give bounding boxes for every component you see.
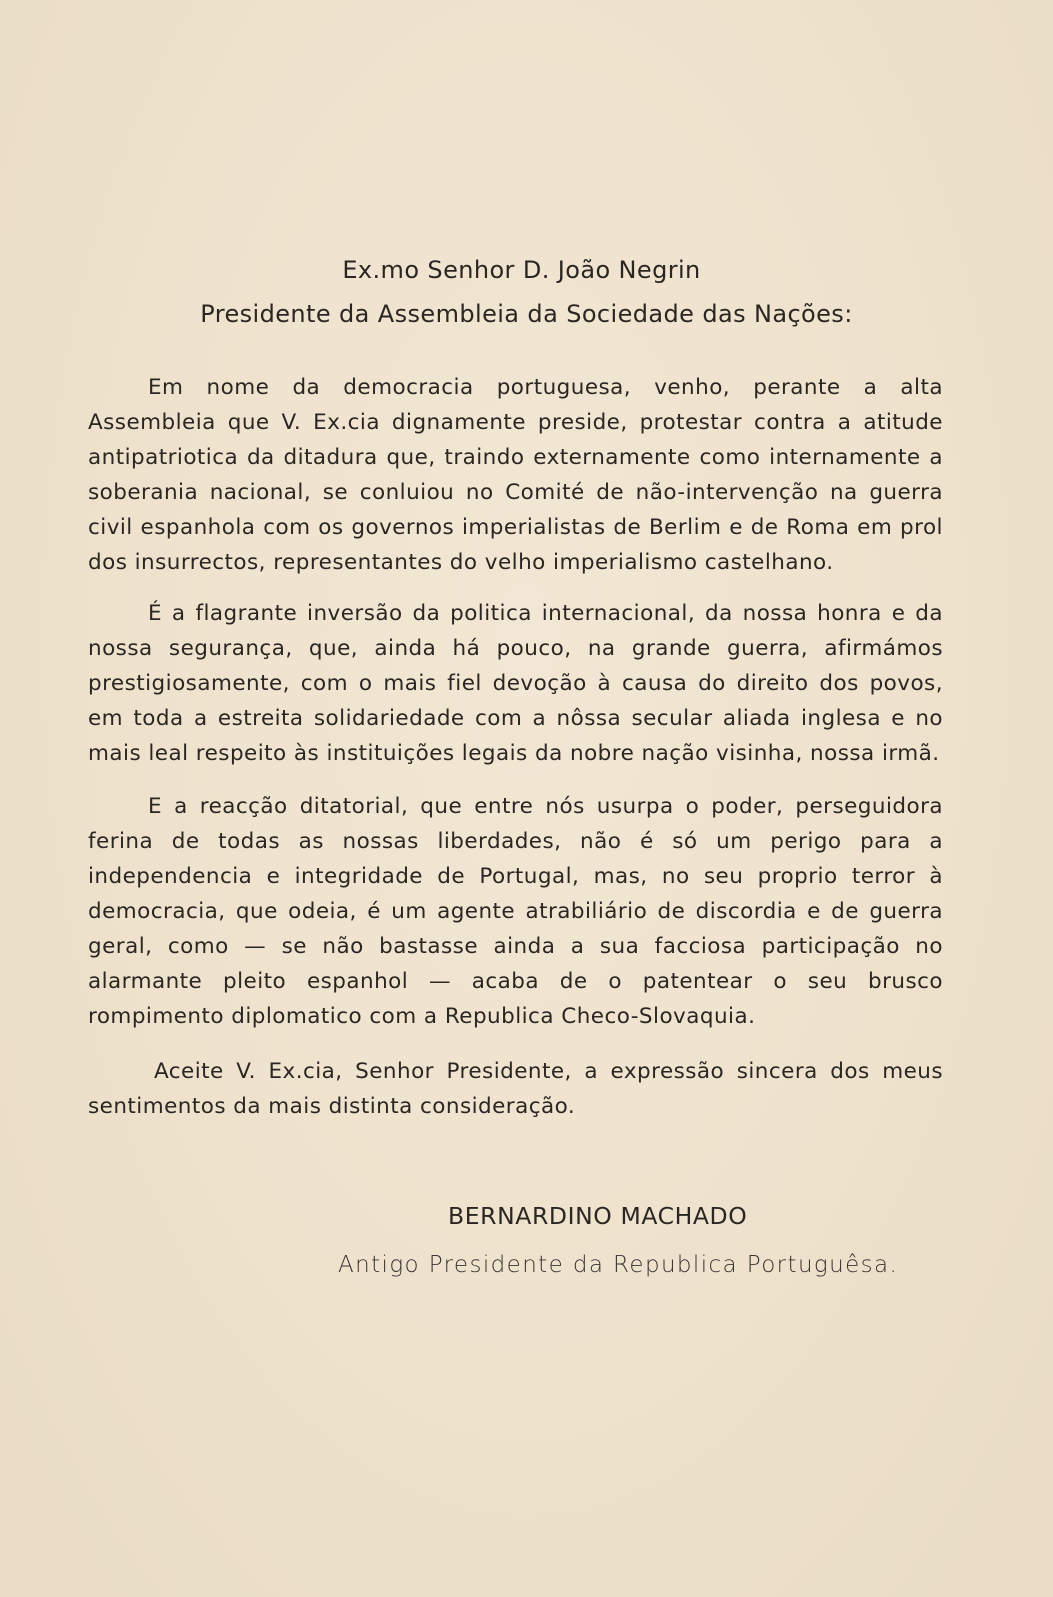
paragraph-closing: Aceite V. Ex.cia, Senhor Presidente, a expressão sincera dos meus sentimentos da mais distinta consideração. [88, 1059, 943, 1119]
letter-body [88, 370, 943, 1140]
paragraph-inversion: É a flagrante inversão da politica internacional, da nossa honra e da nossa segurança, que, ainda há pouco, na grande guerra, afirmámos prestigiosamente, com o mais fiel devoção à causa do direito dos povos, em toda a estreita solidariedade com a nôssa secular aliada inglesa e no mais leal respeito às instituições legais da nobre nação visinha, nossa irmã. [88, 601, 943, 766]
addressee-block [0, 248, 1053, 336]
addressee-title: Presidente da Assembleia da Sociedade das Nações: [200, 300, 853, 328]
signature-title: Antigo Presidente da Republica Portuguêsa. [338, 1252, 899, 1278]
paragraph-protest: Em nome da democracia portuguesa, venho, perante a alta Assembleia que V. Ex.cia dignamente preside, protestar contra a atitude antipatriotica da ditadura que, traindo externamente como internamente a soberania nacional, se conluiou no Comité de não-intervenção na guerra civil espanhola com os governos imperialistas de Berlim e de Roma em prol dos insurrectos, representantes do velho imperialismo castelhano. [88, 375, 943, 575]
paragraph-reaction: E a reacção ditatorial, que entre nós usurpa o poder, perseguidora ferina de todas as nossas liberdades, não é só um perigo para a independencia e integridade de Portugal, mas, no seu proprio terror à democracia, que odeia, é um agente atrabiliário de discordia e de guerra geral, como — se não bastasse ainda a sua facciosa participação no alarmante pleito espanhol — acaba de o patentear o seu brusco rompimento diplomatico com a Republica Checo-Slovaquia. [88, 794, 943, 1029]
signature-name: BERNARDINO MACHADO [448, 1202, 748, 1230]
addressee-name: Ex.mo Senhor D. João Negrin [342, 256, 701, 284]
